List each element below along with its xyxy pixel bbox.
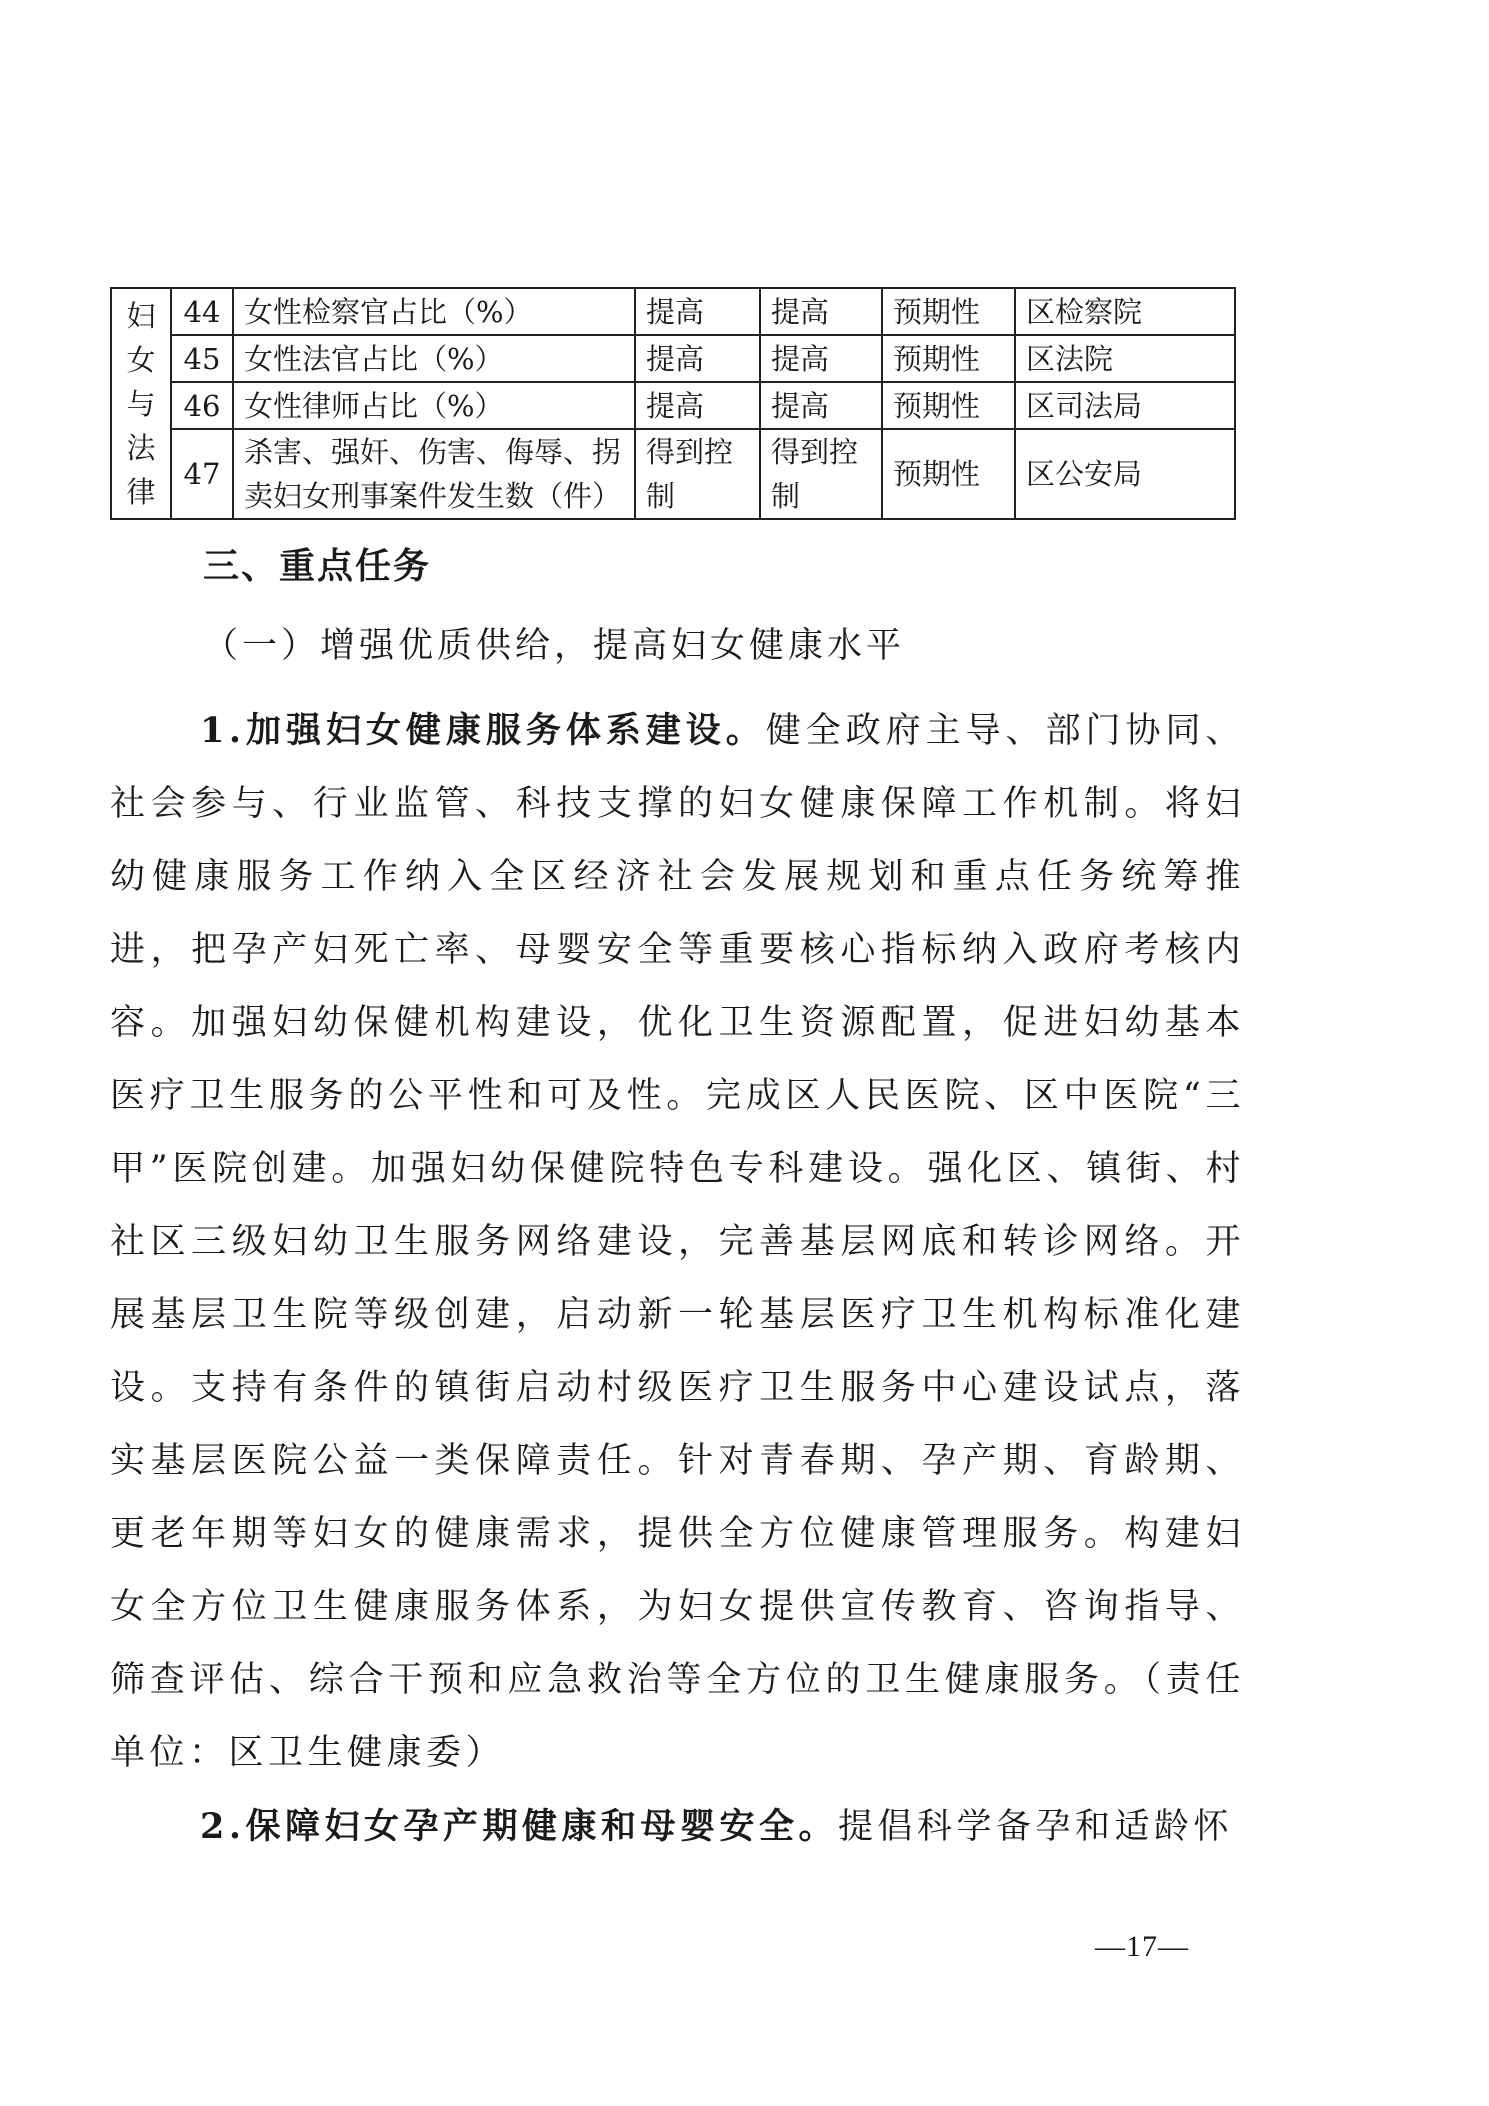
responsible-unit: 区法院 <box>1015 335 1235 382</box>
indicator-name: 杀害、强奸、伤害、侮辱、拐卖妇女刑事案件发生数（件） <box>233 429 635 519</box>
indicator-type: 预期性 <box>882 429 1015 519</box>
section-heading: 三、重点任务 <box>203 545 432 587</box>
category-char: 女 <box>126 342 156 377</box>
paragraph <box>110 1790 1245 1864</box>
indicator-table <box>110 287 1236 520</box>
category-char: 与 <box>126 386 156 421</box>
table-row <box>111 382 1235 429</box>
indicator-name: 女性法官占比（%） <box>233 335 635 382</box>
row-number: 44 <box>171 288 233 335</box>
paragraph <box>110 694 1245 1790</box>
paragraph-lead: 1.加强妇女健康服务体系建设。 <box>200 710 766 751</box>
subsection-heading: （一）增强优质供给，提高妇女健康水平 <box>203 626 906 666</box>
indicator-name: 女性检察官占比（%） <box>233 288 635 335</box>
indicator-type: 预期性 <box>882 288 1015 335</box>
row-number: 46 <box>171 382 233 429</box>
indicator-type: 预期性 <box>882 382 1015 429</box>
category-char: 妇 <box>126 298 156 333</box>
indicator-name: 女性律师占比（%） <box>233 382 635 429</box>
responsible-unit: 区公安局 <box>1015 429 1235 519</box>
target-a: 得到控制 <box>635 429 760 519</box>
page-number: —17— <box>1095 1930 1189 1963</box>
paragraph-text: 健全政府主导、部门协同、社会参与、行业监管、科技支撑的妇女健康保障工作机制。将妇幼健康服务工作纳入全区经济社会发展规划和重点任务统筹推进，把孕产妇死亡率、母婴安全等重要核心指标纳入政府考核内容。加强妇幼保健机构建设，优化卫生资源配置，促进妇幼基本医疗卫生服务的公平性和可及性。完成区人民医院、区中医院“三甲”医院创建。加强妇幼保健院特色专科建设。强化区、镇街、村社区三级妇幼卫生服务网络建设，完善基层网底和转诊网络。开展基层卫生院等级创建，启动新一轮基层医疗卫生机构标准化建设。支持有条件的镇街启动村级医疗卫生服务中心建设试点，落实基层医院公益一类保障责任。针对青春期、孕产期、育龄期、更老年期等妇女的健康需求，提供全方位健康管理服务。构建妇女全方位卫生健康服务体系，为妇女提供宣传教育、咨询指导、筛查评估、综合干预和应急救治等全方位的卫生健康服务。（责任单位：区卫生健康委） <box>110 711 1245 1773</box>
category-cell <box>111 288 171 519</box>
table-row <box>111 335 1235 382</box>
responsible-unit: 区检察院 <box>1015 288 1235 335</box>
row-number: 45 <box>171 335 233 382</box>
target-b: 提高 <box>760 382 882 429</box>
table-row <box>111 429 1235 519</box>
target-b: 提高 <box>760 335 882 382</box>
target-a: 提高 <box>635 382 760 429</box>
target-a: 提高 <box>635 335 760 382</box>
category-char: 法 <box>126 430 156 465</box>
category-char: 律 <box>126 474 156 509</box>
paragraph-lead: 2.保障妇女孕产期健康和母婴安全。 <box>200 1806 839 1847</box>
target-a: 提高 <box>635 288 760 335</box>
indicator-type: 预期性 <box>882 335 1015 382</box>
target-b: 提高 <box>760 288 882 335</box>
responsible-unit: 区司法局 <box>1015 382 1235 429</box>
paragraph-text: 提倡科学备孕和适龄怀 <box>838 1807 1234 1847</box>
row-number: 47 <box>171 429 233 519</box>
table-row <box>111 288 1235 335</box>
target-b: 得到控制 <box>760 429 882 519</box>
